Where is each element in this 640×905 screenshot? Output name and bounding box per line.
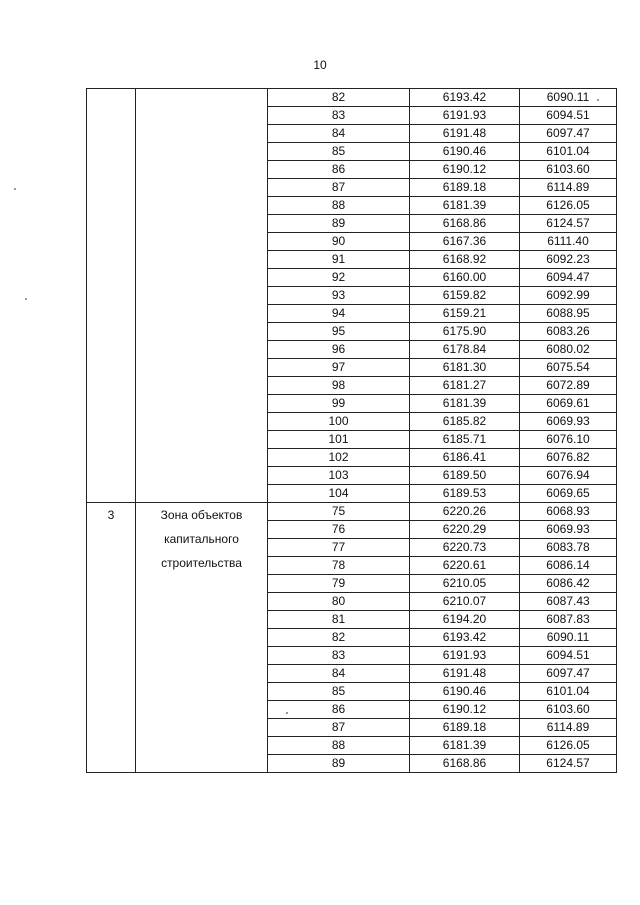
y-coordinate-cell: 6114.89 bbox=[520, 179, 617, 197]
y-coordinate-cell: 6076.82 bbox=[520, 449, 617, 467]
x-coordinate-cell: 6210.05 bbox=[410, 575, 520, 593]
point-number-cell: 75 bbox=[268, 503, 410, 521]
y-coordinate-cell: 6083.26 bbox=[520, 323, 617, 341]
point-number-cell: 80 bbox=[268, 593, 410, 611]
y-coordinate-cell: 6087.43 bbox=[520, 593, 617, 611]
x-coordinate-cell: 6178.84 bbox=[410, 341, 520, 359]
x-coordinate-cell: 6191.48 bbox=[410, 125, 520, 143]
point-number-cell: 101 bbox=[268, 431, 410, 449]
point-number-cell: 84 bbox=[268, 125, 410, 143]
point-number-cell: 91 bbox=[268, 251, 410, 269]
y-coordinate-cell: 6068.93 bbox=[520, 503, 617, 521]
zone-name-line: строительства bbox=[161, 556, 242, 570]
x-coordinate-cell: 6168.86 bbox=[410, 755, 520, 773]
point-number-cell: 89 bbox=[268, 755, 410, 773]
x-coordinate-cell: 6220.73 bbox=[410, 539, 520, 557]
x-coordinate-cell: 6175.90 bbox=[410, 323, 520, 341]
zone-name-cell bbox=[136, 503, 268, 773]
y-coordinate-cell: 6087.83 bbox=[520, 611, 617, 629]
x-coordinate-cell: 6185.71 bbox=[410, 431, 520, 449]
x-coordinate-cell: 6191.93 bbox=[410, 647, 520, 665]
point-number-cell: 87 bbox=[268, 179, 410, 197]
y-coordinate-cell: 6076.10 bbox=[520, 431, 617, 449]
y-coordinate-cell: 6076.94 bbox=[520, 467, 617, 485]
x-coordinate-cell: 6189.18 bbox=[410, 179, 520, 197]
point-number-cell: 86 bbox=[268, 161, 410, 179]
page-number: 10 bbox=[313, 58, 327, 72]
y-coordinate-cell: 6075.54 bbox=[520, 359, 617, 377]
y-coordinate-cell: 6069.93 bbox=[520, 413, 617, 431]
y-coordinate-cell: 6103.60 bbox=[520, 161, 617, 179]
x-coordinate-cell: 6193.42 bbox=[410, 629, 520, 647]
point-number-cell: 85 bbox=[268, 143, 410, 161]
x-coordinate-cell: 6191.48 bbox=[410, 665, 520, 683]
x-coordinate-cell: 6193.42 bbox=[410, 89, 520, 107]
x-coordinate-cell: 6159.21 bbox=[410, 305, 520, 323]
x-coordinate-cell: 6181.27 bbox=[410, 377, 520, 395]
y-coordinate-cell: 6069.61 bbox=[520, 395, 617, 413]
point-number-cell: 97 bbox=[268, 359, 410, 377]
y-coordinate-cell: 6124.57 bbox=[520, 215, 617, 233]
y-coordinate-cell: 6086.14 bbox=[520, 557, 617, 575]
table-row bbox=[87, 89, 617, 107]
section-number-cell: 3 bbox=[87, 503, 136, 773]
point-number-cell: 79 bbox=[268, 575, 410, 593]
x-coordinate-cell: 6220.26 bbox=[410, 503, 520, 521]
point-number-cell: 99 bbox=[268, 395, 410, 413]
section-number-cell bbox=[87, 89, 136, 503]
y-coordinate-cell: 6126.05 bbox=[520, 197, 617, 215]
y-coordinate-cell: 6072.89 bbox=[520, 377, 617, 395]
x-coordinate-cell: 6190.12 bbox=[410, 701, 520, 719]
point-number-cell: 81 bbox=[268, 611, 410, 629]
y-coordinate-cell: 6094.51 bbox=[520, 107, 617, 125]
y-coordinate-cell: 6103.60 bbox=[520, 701, 617, 719]
scan-speck bbox=[14, 188, 16, 190]
point-number-cell: 89 bbox=[268, 215, 410, 233]
point-number-cell: 92 bbox=[268, 269, 410, 287]
x-coordinate-cell: 6190.46 bbox=[410, 683, 520, 701]
zone-name-line: Зона объектов bbox=[160, 508, 243, 522]
y-coordinate-cell: 6094.51 bbox=[520, 647, 617, 665]
x-coordinate-cell: 6190.46 bbox=[410, 143, 520, 161]
x-coordinate-cell: 6194.20 bbox=[410, 611, 520, 629]
scan-speck bbox=[25, 298, 27, 300]
point-number-cell: 98 bbox=[268, 377, 410, 395]
y-coordinate-cell: 6069.93 bbox=[520, 521, 617, 539]
x-coordinate-cell: 6220.29 bbox=[410, 521, 520, 539]
point-number-cell: 78 bbox=[268, 557, 410, 575]
x-coordinate-cell: 6210.07 bbox=[410, 593, 520, 611]
point-number-cell: 83 bbox=[268, 107, 410, 125]
point-number-cell: 82 bbox=[268, 629, 410, 647]
point-number-cell: 86 bbox=[268, 701, 410, 719]
x-coordinate-cell: 6181.30 bbox=[410, 359, 520, 377]
scan-speck bbox=[286, 712, 288, 714]
y-coordinate-cell: 6111.40 bbox=[520, 233, 617, 251]
zone-name-line: капитального bbox=[164, 532, 239, 546]
y-coordinate-cell: 6090.11 bbox=[520, 629, 617, 647]
point-number-cell: 100 bbox=[268, 413, 410, 431]
x-coordinate-cell: 6167.36 bbox=[410, 233, 520, 251]
x-coordinate-cell: 6181.39 bbox=[410, 395, 520, 413]
point-number-cell: 102 bbox=[268, 449, 410, 467]
y-coordinate-cell: 6094.47 bbox=[520, 269, 617, 287]
x-coordinate-cell: 6220.61 bbox=[410, 557, 520, 575]
scan-speck bbox=[597, 99, 599, 101]
point-number-cell: 76 bbox=[268, 521, 410, 539]
point-number-cell: 95 bbox=[268, 323, 410, 341]
x-coordinate-cell: 6159.82 bbox=[410, 287, 520, 305]
x-coordinate-cell: 6160.00 bbox=[410, 269, 520, 287]
x-coordinate-cell: 6189.18 bbox=[410, 719, 520, 737]
x-coordinate-cell: 6181.39 bbox=[410, 197, 520, 215]
point-number-cell: 83 bbox=[268, 647, 410, 665]
y-coordinate-cell: 6124.57 bbox=[520, 755, 617, 773]
x-coordinate-cell: 6185.82 bbox=[410, 413, 520, 431]
point-number-cell: 103 bbox=[268, 467, 410, 485]
y-coordinate-cell: 6088.95 bbox=[520, 305, 617, 323]
y-coordinate-cell: 6086.42 bbox=[520, 575, 617, 593]
x-coordinate-cell: 6168.92 bbox=[410, 251, 520, 269]
y-coordinate-cell: 6097.47 bbox=[520, 665, 617, 683]
y-coordinate-cell: 6090.11 bbox=[520, 89, 617, 107]
x-coordinate-cell: 6189.53 bbox=[410, 485, 520, 503]
point-number-cell: 87 bbox=[268, 719, 410, 737]
y-coordinate-cell: 6126.05 bbox=[520, 737, 617, 755]
y-coordinate-cell: 6101.04 bbox=[520, 683, 617, 701]
y-coordinate-cell: 6114.89 bbox=[520, 719, 617, 737]
y-coordinate-cell: 6092.23 bbox=[520, 251, 617, 269]
y-coordinate-cell: 6097.47 bbox=[520, 125, 617, 143]
point-number-cell: 104 bbox=[268, 485, 410, 503]
coordinates-table bbox=[86, 88, 617, 773]
y-coordinate-cell: 6101.04 bbox=[520, 143, 617, 161]
y-coordinate-cell: 6083.78 bbox=[520, 539, 617, 557]
point-number-cell: 88 bbox=[268, 197, 410, 215]
x-coordinate-cell: 6190.12 bbox=[410, 161, 520, 179]
point-number-cell: 94 bbox=[268, 305, 410, 323]
point-number-cell: 90 bbox=[268, 233, 410, 251]
point-number-cell: 84 bbox=[268, 665, 410, 683]
coordinates-table-body bbox=[87, 89, 617, 773]
table-row bbox=[87, 503, 617, 521]
zone-name-cell bbox=[136, 89, 268, 503]
point-number-cell: 77 bbox=[268, 539, 410, 557]
point-number-cell: 93 bbox=[268, 287, 410, 305]
x-coordinate-cell: 6168.86 bbox=[410, 215, 520, 233]
point-number-cell: 96 bbox=[268, 341, 410, 359]
x-coordinate-cell: 6189.50 bbox=[410, 467, 520, 485]
x-coordinate-cell: 6181.39 bbox=[410, 737, 520, 755]
x-coordinate-cell: 6191.93 bbox=[410, 107, 520, 125]
y-coordinate-cell: 6092.99 bbox=[520, 287, 617, 305]
point-number-cell: 85 bbox=[268, 683, 410, 701]
x-coordinate-cell: 6186.41 bbox=[410, 449, 520, 467]
y-coordinate-cell: 6080.02 bbox=[520, 341, 617, 359]
y-coordinate-cell: 6069.65 bbox=[520, 485, 617, 503]
point-number-cell: 82 bbox=[268, 89, 410, 107]
point-number-cell: 88 bbox=[268, 737, 410, 755]
